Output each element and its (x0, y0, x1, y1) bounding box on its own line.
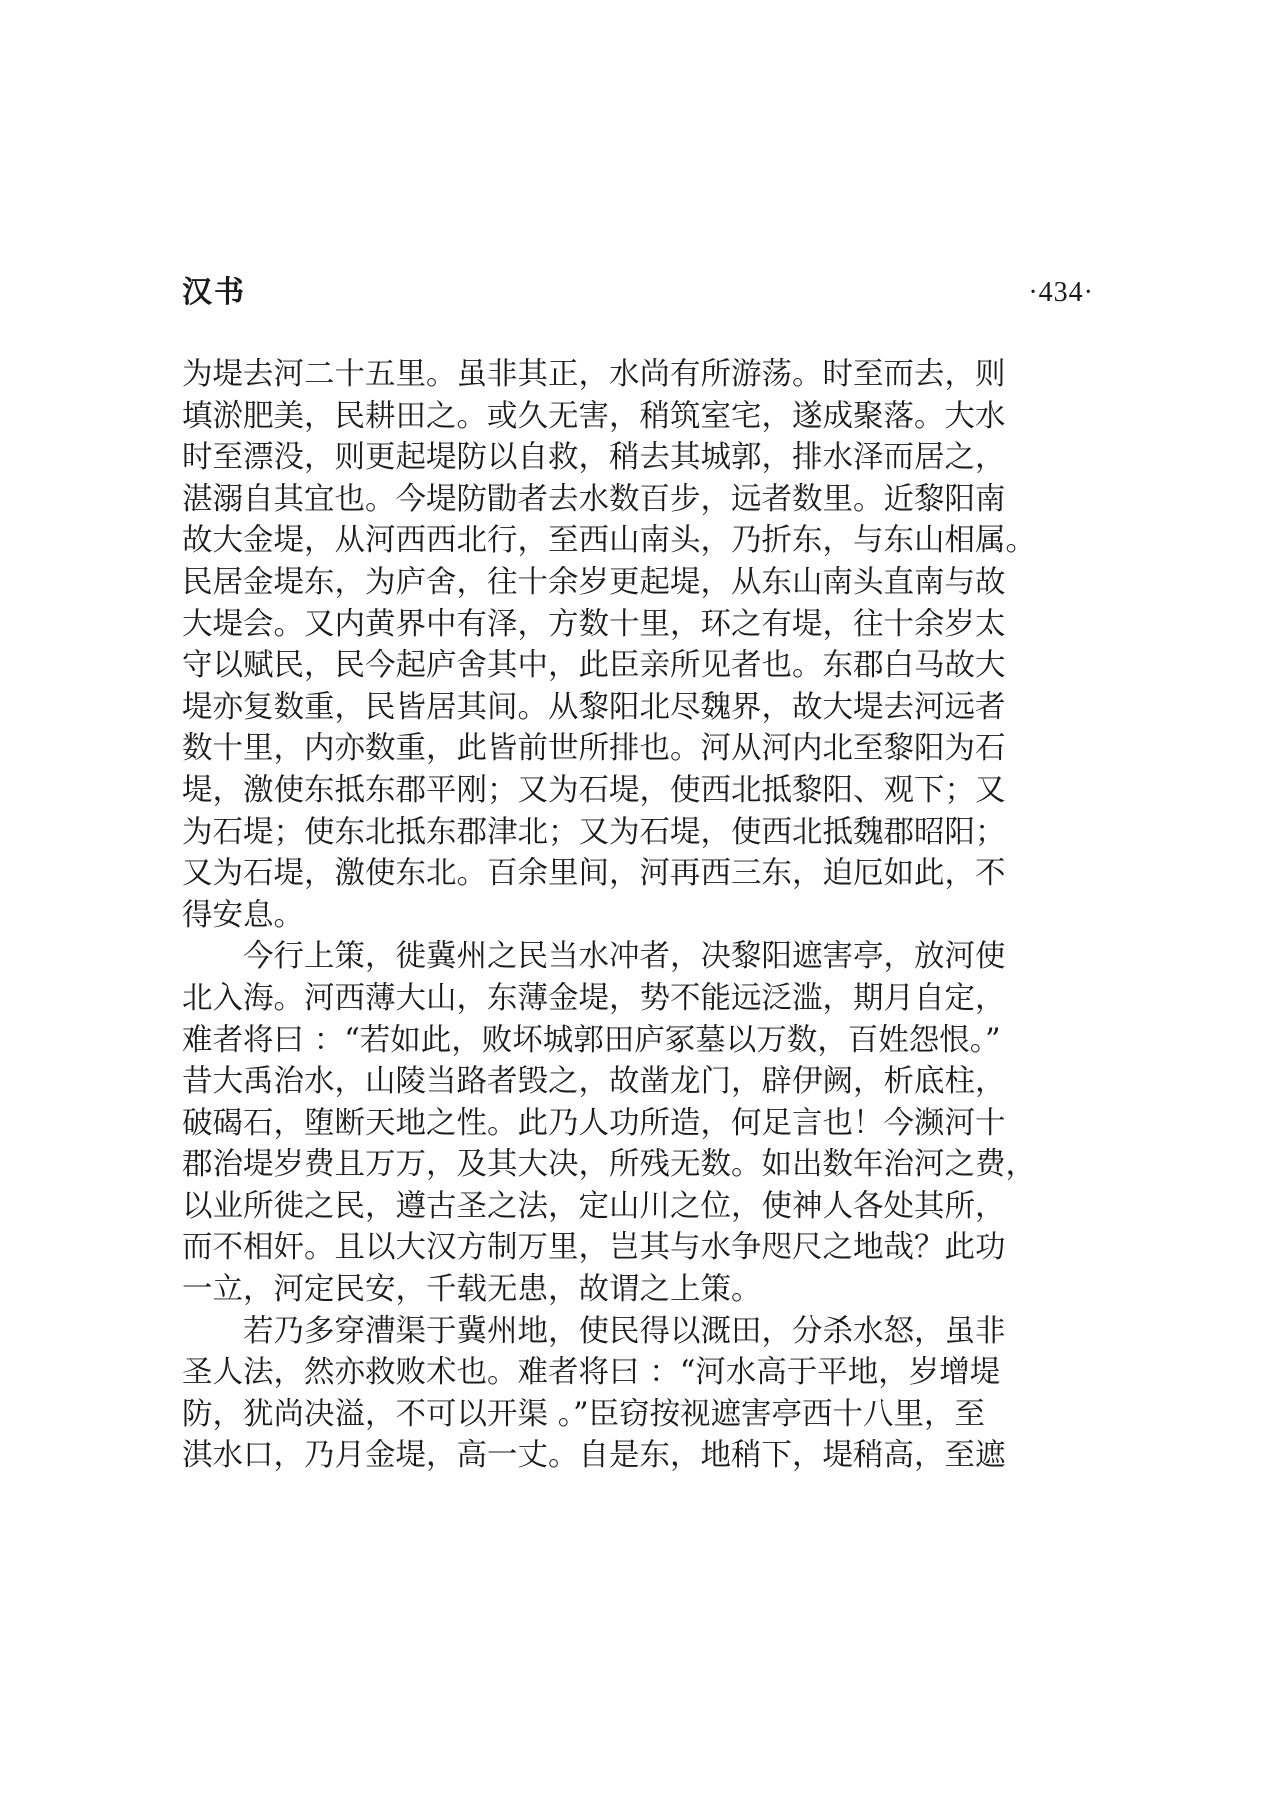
text-line: 守以赋民，民今起庐舍其中，此臣亲所见者也。东郡白马故大 (182, 648, 1006, 684)
text-line: 故大金堤，从河西西北行，至西山南头，乃折东，与东山相属。 (182, 523, 1036, 559)
text-line: 圣人法，然亦救败术也。难者将曰 ：“河水高于平地，岁增堤 (182, 1355, 1001, 1391)
text-line: 得安息。 (182, 897, 304, 933)
text-line: 若乃多穿漕渠于冀州地，使民得以溉田，分杀水怒，虽非 (182, 1313, 1006, 1349)
text-line: 大堤会。又内黄界中有泽，方数十里，环之有堤，往十余岁太 (182, 606, 1006, 642)
text-line: 防，犹尚决溢，不可以开渠 。”臣窃按视遮害亭西十八里，至 (182, 1396, 986, 1432)
text-line: 郡治堤岁费且万万，及其大决，所残无数。如出数年治河之费， (182, 1147, 1036, 1183)
text-line: 民居金堤东，为庐舍，往十余岁更起堤，从东山南头直南与故 (182, 564, 1006, 600)
text-line: 堤，激使东抵东郡平刚；又为石堤，使西北抵黎阳、观下；又 (182, 772, 1006, 808)
body-text (182, 354, 1094, 1477)
text-line: 淇水口，乃月金堤，高一丈。自是东，地稍下，堤稍高，至遮 (182, 1438, 1006, 1474)
page-number: ·434· (1028, 277, 1094, 308)
text-line: 一立，河定民安，千载无患，故谓之上策。 (182, 1272, 762, 1308)
text-line: 昔大禹治水，山陵当路者毁之，故凿龙门，辟伊阙，析底柱， (182, 1064, 1006, 1100)
text-line: 又为石堤，激使东北。百余里间，河再西三东，迫厄如此，不 (182, 856, 1006, 892)
text-line: 以业所徙之民，遵古圣之法，定山川之位，使神人各处其所， (182, 1188, 1006, 1224)
text-line: 而不相奸。且以大汉方制万里，岂其与水争咫尺之地哉？此功 (182, 1230, 1006, 1266)
text-line: 为石堤；使东北抵东郡津北；又为石堤，使西北抵魏郡昭阳； (182, 814, 1006, 850)
text-line: 北入海。河西薄大山，东薄金堤，势不能远泛滥，期月自定， (182, 980, 1006, 1016)
text-line: 湛溺自其宜也。今堤防勖者去水数百步，远者数里。近黎阳南 (182, 481, 1006, 517)
page-header (182, 272, 1094, 314)
text-line: 填淤肥美，民耕田之。或久无害，稍筑室宅，遂成聚落。大水 (182, 398, 1006, 434)
text-line: 为堤去河二十五里。虽非其正，水尚有所游荡。时至而去，则 (182, 357, 1006, 392)
text-line: 数十里，内亦数重，此皆前世所排也。河从河内北至黎阳为石 (182, 731, 1006, 767)
text-line: 难者将曰 ：“若如此，败坏城郭田庐冢墓以万数，百姓怨恨。” (182, 1022, 1001, 1058)
book-title: 汉书 (182, 275, 246, 310)
text-line: 堤亦复数重，民皆居其间。从黎阳北尽魏界，故大堤去河远者 (182, 689, 1006, 725)
text-line: 时至漂没，则更起堤防以自救，稍去其城郭，排水泽而居之， (182, 440, 1006, 476)
text-line: 破碣石，堕断天地之性。此乃人功所造，何足言也！今濒河十 (182, 1105, 1006, 1141)
text-line: 今行上策，徙冀州之民当水冲者，决黎阳遮害亭，放河使 (182, 939, 1006, 975)
